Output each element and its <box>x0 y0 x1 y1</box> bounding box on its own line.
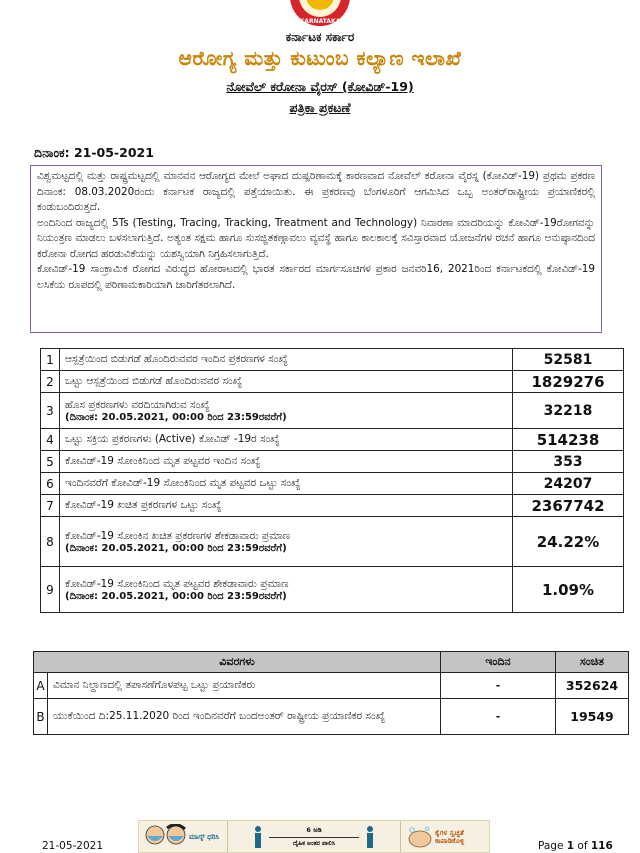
row-number: 5 <box>41 451 60 473</box>
table-row <box>41 349 624 371</box>
row-label: ವಿಮಾನ ನಿಲ್ದಾಣದಲ್ಲಿ ತಪಾಸಣೆಗೊಳಪಟ್ಟ ಒಟ್ಟು ಪ್ರಯಾಣಿಕರು <box>48 673 441 699</box>
distance-arrow <box>269 837 359 838</box>
row-label <box>60 393 513 429</box>
table-row <box>41 429 624 451</box>
government-name: ಕರ್ನಾಟಕ ಸರ್ಕಾರ <box>285 30 355 44</box>
table-header-row <box>34 652 629 673</box>
table-row <box>41 371 624 393</box>
stats-table <box>40 348 624 613</box>
row-id: A <box>34 673 48 699</box>
mask-section <box>139 821 227 852</box>
row-number: 6 <box>41 473 60 495</box>
row-number: 9 <box>41 567 60 613</box>
row-number: 7 <box>41 495 60 517</box>
row-label-text: ಹೊಸ ಪ್ರಕರಣಗಳು ವರದಿಯಾಗಿರುವ ಸಂಖ್ಯೆ <box>65 398 210 411</box>
row-value: 24207 <box>513 473 624 495</box>
table-row <box>34 673 629 699</box>
intro-paragraph: ವಿಶ್ವಮಟ್ಟದಲ್ಲಿ ಮತ್ತು ರಾಷ್ಟ್ರಮಟ್ಟದಲ್ಲಿ ಮಾನವನ ಆರೋಗ್ಯದ ಮೇಲೆ ಅಘಾದ ದುಷ್ಪರಿಣಾಮಕ್ಕೆ ಕಾರಣವಾದ ನೋವೆಲ್ ಕರೋನಾ ವೈರಸ್ನ (ಕೋವಿಡ್-19) ಪ್ರಥಮ ಪ್ರಕರಣ ದಿನಾಂಕ: 08.03.2020ರಂದು ಕರ್ನಾಟಕ ರಾಜ್ಯದಲ್ಲಿ ಪತ್ತೆಯಾಯಿತು. ಈ ಪ್ರಕರಣವು ಬೆಂಗಳೂರಿಗೆ ಆಗಮಿಸಿದ ಒಬ್ಬ ಅಂತರ್‌ರಾಷ್ಟ್ರೀಯ ಪ್ರಯಾಣಿಕರಲ್ಲಿ ಕಂಡುಬಂದಿರುತ್ತದೆ. <box>37 170 595 213</box>
handwash-section <box>400 821 489 852</box>
table-row <box>41 451 624 473</box>
press-release-title: ಪತ್ರಿಕಾ ಪ್ರಕಟಣೆ <box>289 100 351 115</box>
travellers-table <box>33 651 629 735</box>
row-value: 32218 <box>513 393 624 429</box>
row-label <box>60 371 513 393</box>
row-label <box>60 495 513 517</box>
row-value: 1829276 <box>513 371 624 393</box>
intro-box <box>30 165 602 333</box>
header-details: ವಿವರಗಳು <box>34 652 441 673</box>
row-label-text: ಕೋವಿಡ್-19 ಖಚಿತ ಪ್ರಕರಣಗಳ ಒಟ್ಟು ಸಂಖ್ಯೆ <box>65 499 222 511</box>
header-cumulative: ಸಂಚಿತ <box>556 652 629 673</box>
row-number: 2 <box>41 371 60 393</box>
table-row <box>41 495 624 517</box>
row-label <box>60 473 513 495</box>
row-label-text: ಇಂದಿನವರೆಗೆ ಕೋವಿಡ್-19 ಸೋಂಕಿನಿಂದ ಮೃತ ಪಟ್ಟವರ ಒಟ್ಟು ಸಂಖ್ಯೆ <box>65 477 301 489</box>
row-label <box>60 429 513 451</box>
row-number: 1 <box>41 349 60 371</box>
handwash-icon <box>405 824 435 850</box>
intro-paragraph: ಕೋವಿಡ್-19 ಸಾಂಕ್ರಾಮಿಕ ರೋಗದ ವಿರುದ್ಧದ ಹೋರಾಟದಲ್ಲಿ ಭಾರತ ಸರ್ಕಾರದ ಮಾರ್ಗಸೂಚಿಗಳ ಪ್ರಕಾರ ಜನವರಿ16, 2021ರಿಂದ ಕರ್ನಾಟಕದಲ್ಲಿ ಕೋವಿಡ್-19 ಲಸಿಕೆಯ ರೂಪದಲ್ಲಿ ಪರಿಣಾಮಕಾರಿಯಾಗಿ ಜಾರಿಗೆತರಲಾಗಿದೆ. <box>37 263 595 291</box>
row-label-text: ಆಸ್ಪತ್ರೆಯಿಂದ ಬಿಡುಗಡೆ ಹೊಂದಿರುವವರ ಇಂದಿನ ಪ್ರಕರಣಗಳ ಸಂಖ್ಯೆ <box>65 353 288 365</box>
page-total: 116 <box>590 840 613 852</box>
row-label-text: ಕೋವಿಡ್-19 ಸೋಂಕಿನ ಖಚಿತ ಪ್ರಕರಣಗಳ ಶೇಕಡಾವಾರು ಪ್ರಮಾಣ <box>65 529 291 542</box>
table-row <box>41 517 624 567</box>
page-prefix: Page <box>538 840 567 852</box>
row-cumulative: 19549 <box>556 699 629 735</box>
karnataka-emblem <box>283 0 357 28</box>
table-row <box>41 473 624 495</box>
person-icon <box>253 825 263 849</box>
bulletin-date: ದಿನಾಂಕ: 21-05-2021 <box>34 145 154 160</box>
row-label-text: ಕೋವಿಡ್-19 ಸೋಂಕಿನಿಂದ ಮೃತ ಪಟ್ಟವರ ಇಂದಿನ ಸಂಖ್ಯೆ <box>65 455 261 467</box>
row-label <box>60 451 513 473</box>
header-today: ಇಂದಿನ <box>441 652 556 673</box>
row-label-text: ಕೋವಿಡ್-19 ಸೋಂಕಿನಿಂದ ಮೃತ ಪಟ್ಟವರ ಶೇಕಡಾವಾರು ಪ್ರಮಾಣ <box>65 577 289 590</box>
row-value: 353 <box>513 451 624 473</box>
row-label-text: ಒಟ್ಟು ಸಕ್ರಿಯ ಪ್ರಕರಣಗಳು (Active) ಕೋವಿಡ್ -19ರ ಸಂಖ್ಯೆ <box>65 433 280 445</box>
table-row <box>34 699 629 735</box>
row-label <box>60 517 513 567</box>
department-title: ಆರೋಗ್ಯ ಮತ್ತು ಕುಟುಂಬ ಕಲ್ಯಾಣ ಇಲಾಖೆ <box>178 46 462 70</box>
row-number: 8 <box>41 517 60 567</box>
covid-title: ನೋವೆಲ್ ಕರೋನಾ ವೈರಸ್ (ಕೋವಿಡ್-19) <box>226 79 414 94</box>
mask-text: ಮಾಸ್ಕ್ ಧರಿಸಿ <box>189 832 220 841</box>
row-today: - <box>441 699 556 735</box>
distance-section <box>227 821 400 852</box>
row-value: 514238 <box>513 429 624 451</box>
row-label <box>60 349 513 371</box>
row-number: 3 <box>41 393 60 429</box>
row-sublabel: (ದಿನಾಂಕ: 20.05.2021, 00:00 ರಿಂದ 23:59ರವರೆಗೆ) <box>65 590 287 602</box>
row-sublabel: (ದಿನಾಂಕ: 20.05.2021, 00:00 ರಿಂದ 23:59ರವರೆಗೆ) <box>65 542 287 554</box>
table-row <box>41 393 624 429</box>
row-cumulative: 352624 <box>556 673 629 699</box>
row-value: 1.09% <box>513 567 624 613</box>
page-current: 1 <box>566 840 575 852</box>
intro-paragraph: ಅಂದಿನಿಂದ ರಾಜ್ಯದಲ್ಲಿ 5Ts (Testing, Tracing, Tracking, Treatment and Technology) ನಿವಾರಣಾ ಮಾದರಿಯನ್ನು ಕೋವಿಡ್-19ರೋಗವನ್ನು ನಿಯಂತ್ರಣ ಮಾಡಲು ಬಳಸಲಾಗುತ್ತಿದೆ. ಅತ್ಯಂತ ಸಕ್ಷಮ ಹಾಗೂ ಸುಸಜ್ಜಿತಕಣ್ಗಾವಲು ವ್ಯವಸ್ಥೆ ಹಾಗೂ ಕಾಲಕಾಲಕ್ಕೆ ಸವಿಸ್ತಾರವಾದ ಯೋಜನೆಗಳ ರಚನೆ ಹಾಗೂ ಅನುಷ್ಠಾನದಿಂದ ಕರೋನಾ ರೋಗದ ಹರಡುವಿಕೆಯನ್ನು ಯಶಸ್ವಿಯಾಗಿ ನಿಗ್ರಹಿಸಲಾಗುತ್ತಿದೆ. <box>37 216 595 260</box>
row-value: 52581 <box>513 349 624 371</box>
distance-feet: 6 ಅಡಿ <box>306 825 322 834</box>
table-row <box>41 567 624 613</box>
row-sublabel: (ದಿನಾಂಕ: 20.05.2021, 00:00 ರಿಂದ 23:59ರವರೆಗೆ) <box>65 411 287 423</box>
row-number: 4 <box>41 429 60 451</box>
row-today: - <box>441 673 556 699</box>
mask-face-icon <box>143 824 189 850</box>
covid-safety-banner <box>138 820 490 853</box>
row-label <box>60 567 513 613</box>
distance-text: ದೈಹಿಕ ಅಂತರ ಪಾಲಿಸಿ <box>292 839 336 847</box>
row-label: ಯುಕೆಯಿಂದ ದಿ:25.11.2020 ರಿಂದ ಇಂದಿನವರೆಗೆ ಬಂದಅಂತರ್ ರಾಷ್ಟ್ರೀಯ ಪ್ರಯಾಣಿಕರ ಸಂಖ್ಯೆ <box>48 699 441 735</box>
page-number <box>538 840 613 852</box>
person-icon <box>365 825 375 849</box>
row-label-text: ಒಟ್ಟು ಆಸ್ಪತ್ರೆಯಿಂದ ಬಿಡುಗಡೆ ಹೊಂದಿರುವವರ ಸಂಖ್ಯೆ <box>65 375 243 387</box>
row-value: 24.22% <box>513 517 624 567</box>
emblem-label: KARNATAKA <box>299 18 341 25</box>
page-of: of <box>574 840 591 852</box>
row-id: B <box>34 699 48 735</box>
footer-date: 21-05-2021 <box>42 840 104 852</box>
handwash-text: ಕೈಗಳ ಸ್ವಚ್ಛತೆ ಕಾಪಾಡಿಕೊಳ್ಳಿ <box>435 828 465 845</box>
row-value: 2367742 <box>513 495 624 517</box>
